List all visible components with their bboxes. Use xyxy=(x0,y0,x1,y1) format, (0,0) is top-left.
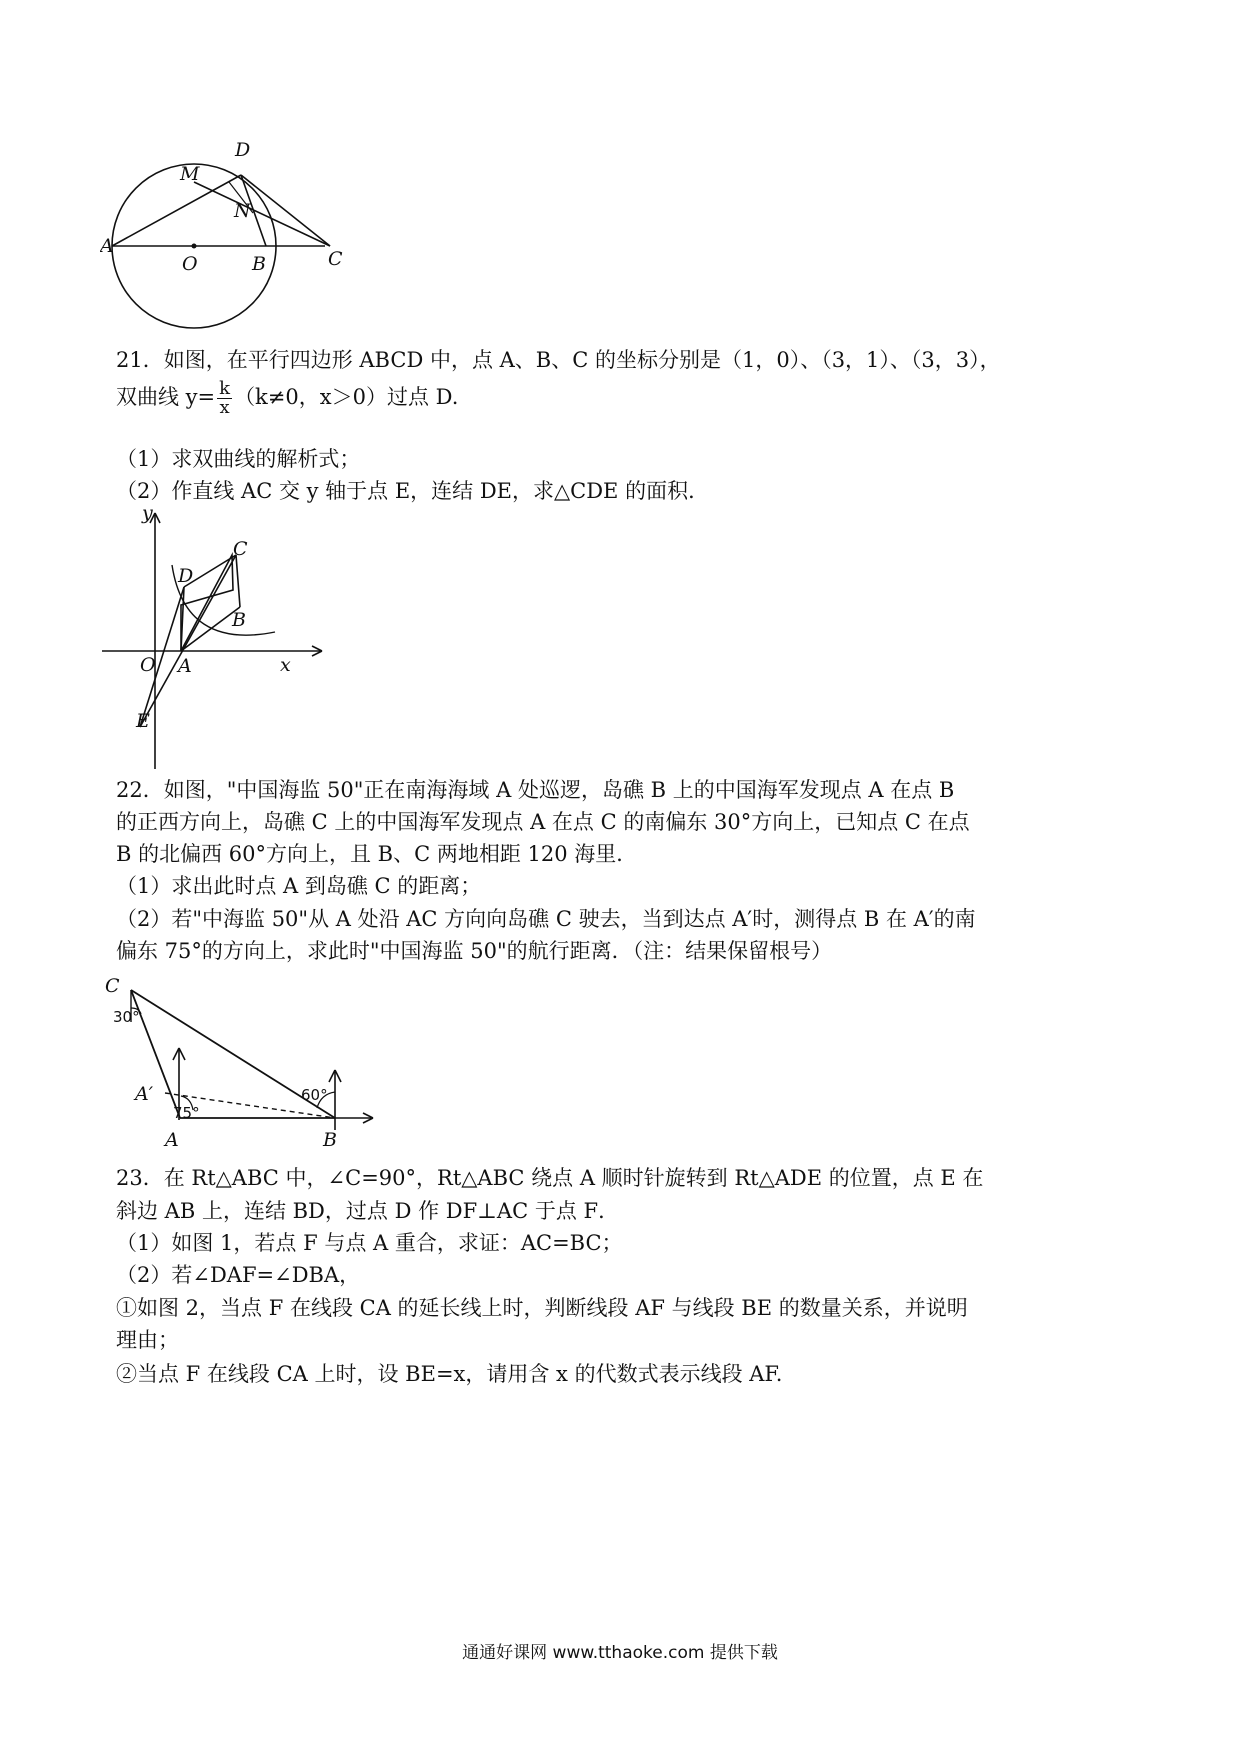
angle-60: 60° xyxy=(301,1086,328,1104)
q23-line1: 23．在 Rt△ABC 中，∠C=90°，Rt△ABC 绕点 A 顺时针旋转到 Rt△ADE 的位置，点 E 在 xyxy=(116,1166,984,1190)
q22-line3: B 的北偏西 60°方向上，且 B、C 两地相距 120 海里． xyxy=(116,842,638,866)
label-E: E xyxy=(136,710,150,732)
q21-line2-pre: 双曲线 y= xyxy=(116,385,216,409)
label-B: B xyxy=(323,1129,337,1151)
label-D: D xyxy=(235,140,251,161)
angle-75: 75° xyxy=(173,1104,200,1122)
label-O: O xyxy=(182,253,198,275)
label-N: N xyxy=(234,200,251,222)
fraction-denominator: x xyxy=(219,397,230,418)
axis-label-x: x xyxy=(280,654,291,676)
q22-sub2-line2: 偏东 75°的方向上，求此时"中国海监 50"的航行距离．（注：结果保留根号） xyxy=(116,939,833,963)
q21-line2-post: （k≠0，x＞0）过点 D. xyxy=(234,385,459,409)
label-A: A xyxy=(178,655,192,677)
q22-line1: 22．如图，"中国海监 50"正在南海海域 A 处巡逻，岛礁 B 上的中国海军发现点 A 在点 B xyxy=(116,778,955,802)
fraction-numerator: k xyxy=(219,378,231,399)
label-C: C xyxy=(105,975,120,997)
label-D: D xyxy=(178,565,194,587)
label-B: B xyxy=(232,609,246,631)
label-B: B xyxy=(252,253,266,275)
q23-sub1: （1）如图 1，若点 F 与点 A 重合，求证：AC=BC； xyxy=(116,1231,623,1255)
q22-line2: 的正西方向上，岛礁 C 上的中国海军发现点 A 在点 C 的南偏东 30°方向上，已知点 C 在点 xyxy=(116,810,970,834)
hyperbola-fraction xyxy=(217,380,232,417)
label-M: M xyxy=(180,163,200,185)
q21-line1: 21．如图，在平行四边形 ABCD 中，点 A、B、C 的坐标分别是（1，0）、（3，1）、（3，3）， xyxy=(116,348,1001,372)
q23-item1-line2: 理由； xyxy=(116,1328,179,1352)
figure-circle xyxy=(100,140,400,340)
footer-source: 通通好课网 www.tthaoke.com 提供下载 xyxy=(462,1643,778,1663)
label-A: A xyxy=(165,1129,179,1151)
q22-sub2-line1: （2）若"中海监 50"从 A 处沿 AC 方向向岛礁 C 驶去，当到达点 A′时，测得点 B 在 A′的南 xyxy=(116,907,976,931)
label-A: A xyxy=(100,235,114,257)
q22-sub1: （1）求出此时点 A 到岛礁 C 的距离； xyxy=(116,874,482,898)
q23-item2: ②当点 F 在线段 CA 上时，设 BE=x，请用含 x 的代数式表示线段 AF. xyxy=(116,1362,783,1386)
axis-label-y: y xyxy=(142,505,153,524)
label-C: C xyxy=(328,248,343,270)
q21-sub1: （1）求双曲线的解析式； xyxy=(116,447,361,471)
label-O: O xyxy=(140,654,156,676)
angle-30: 30° xyxy=(113,1008,140,1026)
q23-sub2: （2）若∠DAF=∠DBA， xyxy=(116,1263,361,1287)
figure-navigation xyxy=(105,970,385,1160)
figure-coordinate-parallelogram xyxy=(100,505,330,775)
label-A-prime: A′ xyxy=(135,1083,154,1105)
q21-line2 xyxy=(116,380,458,417)
q23-line2: 斜边 AB 上，连结 BD，过点 D 作 DF⊥AC 于点 F． xyxy=(116,1199,620,1223)
label-C: C xyxy=(233,538,248,560)
q21-sub2: （2）作直线 AC 交 y 轴于点 E，连结 DE，求△CDE 的面积． xyxy=(116,479,710,503)
q23-item1-line1: ①如图 2，当点 F 在线段 CA 的延长线上时，判断线段 AF 与线段 BE 的数量关系，并说明 xyxy=(116,1296,968,1320)
